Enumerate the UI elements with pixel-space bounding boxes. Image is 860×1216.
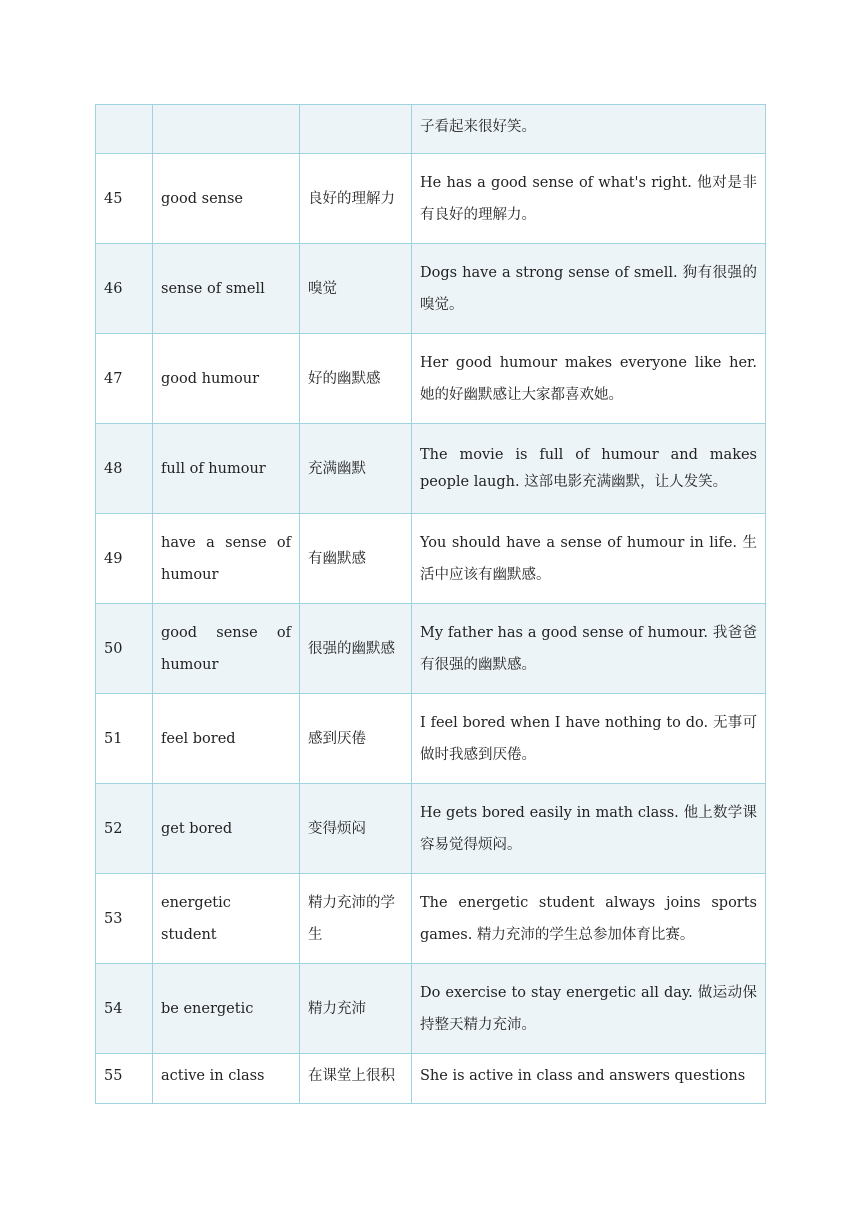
meaning-cell: 精力充沛的学生 [300, 874, 412, 964]
row-number: 51 [96, 694, 153, 784]
phrase-cell: good sense of humour [153, 604, 300, 694]
row-number: 48 [96, 424, 153, 514]
table-row [96, 334, 766, 424]
meaning-cell: 充满幽默 [300, 424, 412, 514]
table-row [96, 784, 766, 874]
table-row [96, 424, 766, 514]
vocabulary-table [95, 104, 766, 1104]
example-cell: You should have a sense of humour in life. 生活中应该有幽默感。 [412, 514, 766, 604]
row-number: 53 [96, 874, 153, 964]
phrase-cell: energetic student [153, 874, 300, 964]
example-cell: He gets bored easily in math class. 他上数学课容易觉得烦闷。 [412, 784, 766, 874]
example-cell: Dogs have a strong sense of smell. 狗有很强的嗅觉。 [412, 244, 766, 334]
phrase-cell: active in class [153, 1054, 300, 1104]
meaning-cell: 嗅觉 [300, 244, 412, 334]
example-cell: Do exercise to stay energetic all day. 做运动保持整天精力充沛。 [412, 964, 766, 1054]
example-cell: She is active in class and answers questions [412, 1054, 766, 1104]
meaning-cell: 变得烦闷 [300, 784, 412, 874]
table-row [96, 514, 766, 604]
meaning-cell: 感到厌倦 [300, 694, 412, 784]
row-number: 52 [96, 784, 153, 874]
phrase-cell [153, 105, 300, 154]
row-number: 49 [96, 514, 153, 604]
row-number [96, 105, 153, 154]
table-row [96, 105, 766, 154]
meaning-cell [300, 105, 412, 154]
meaning-cell: 有幽默感 [300, 514, 412, 604]
table-row [96, 604, 766, 694]
row-number: 54 [96, 964, 153, 1054]
phrase-cell: full of humour [153, 424, 300, 514]
meaning-cell: 在课堂上很积 [300, 1054, 412, 1104]
row-number: 45 [96, 154, 153, 244]
table-row [96, 244, 766, 334]
example-cell: 子看起来很好笑。 [412, 105, 766, 154]
meaning-cell: 很强的幽默感 [300, 604, 412, 694]
phrase-cell: sense of smell [153, 244, 300, 334]
meaning-cell: 良好的理解力 [300, 154, 412, 244]
row-number: 50 [96, 604, 153, 694]
meaning-cell: 好的幽默感 [300, 334, 412, 424]
example-cell: The movie is full of humour and makes people laugh. 这部电影充满幽默，让人发笑。 [412, 424, 766, 514]
row-number: 47 [96, 334, 153, 424]
phrase-cell: get bored [153, 784, 300, 874]
example-cell: I feel bored when I have nothing to do. 无事可做时我感到厌倦。 [412, 694, 766, 784]
table-row [96, 694, 766, 784]
example-cell: My father has a good sense of humour. 我爸爸有很强的幽默感。 [412, 604, 766, 694]
table-row [96, 1054, 766, 1104]
example-cell: He has a good sense of what's right. 他对是非有良好的理解力。 [412, 154, 766, 244]
phrase-cell: have a sense of humour [153, 514, 300, 604]
row-number: 55 [96, 1054, 153, 1104]
meaning-cell: 精力充沛 [300, 964, 412, 1054]
table-row [96, 154, 766, 244]
row-number: 46 [96, 244, 153, 334]
example-cell: Her good humour makes everyone like her. 她的好幽默感让大家都喜欢她。 [412, 334, 766, 424]
phrase-cell: good humour [153, 334, 300, 424]
example-cell: The energetic student always joins sports games. 精力充沛的学生总参加体育比赛。 [412, 874, 766, 964]
table-row [96, 964, 766, 1054]
phrase-cell: good sense [153, 154, 300, 244]
phrase-cell: be energetic [153, 964, 300, 1054]
phrase-cell: feel bored [153, 694, 300, 784]
table-row [96, 874, 766, 964]
